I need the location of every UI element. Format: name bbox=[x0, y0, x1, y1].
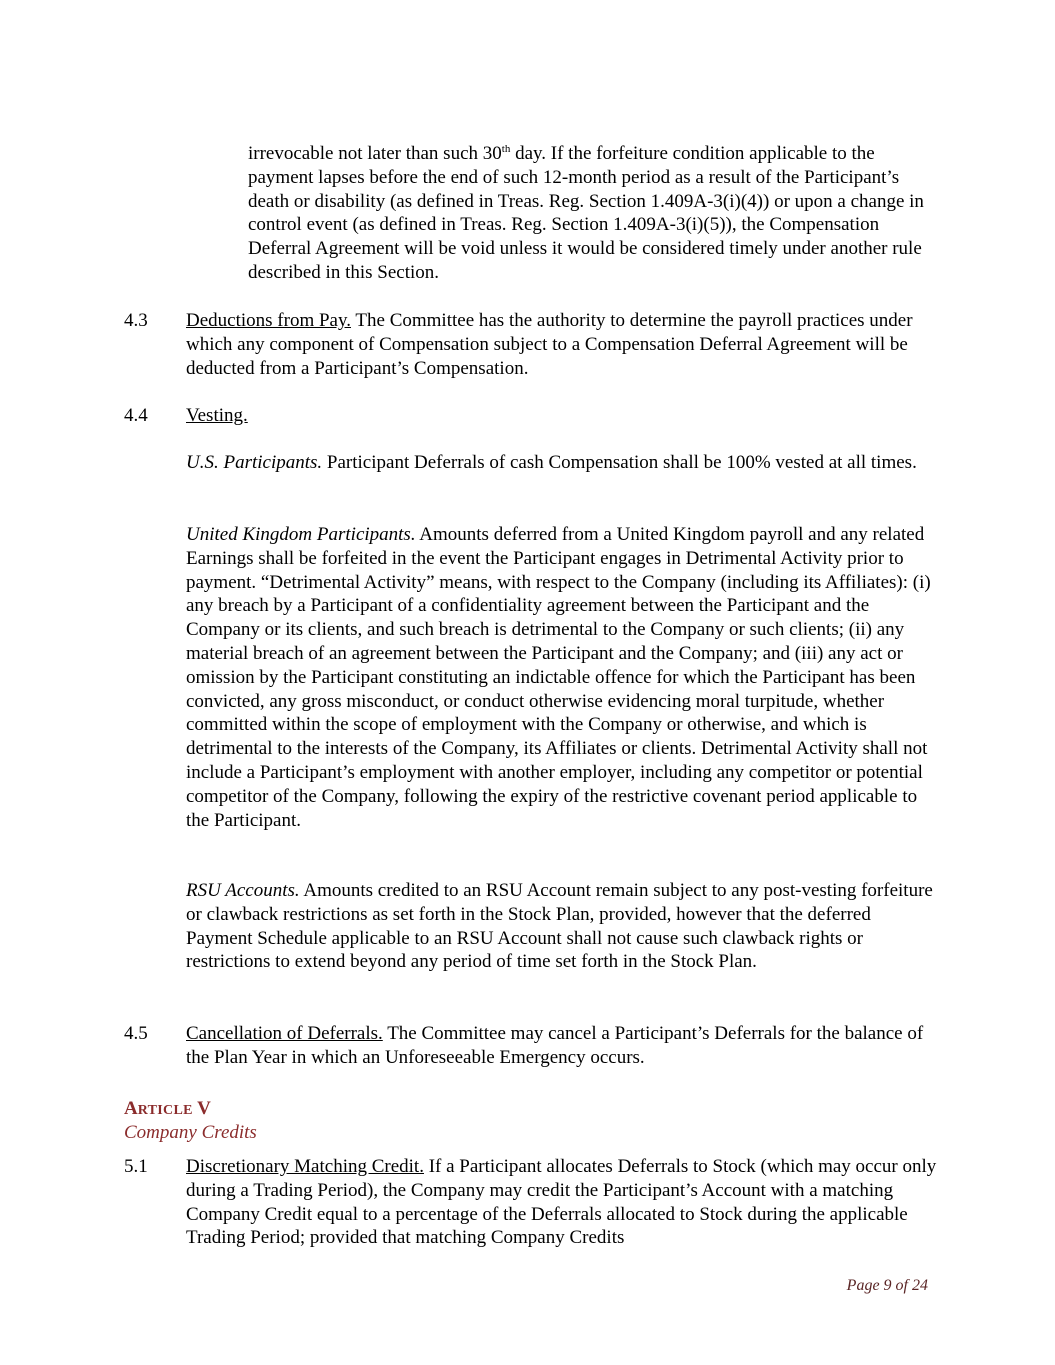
section-heading-5-1: Discretionary Matching Credit. bbox=[186, 1156, 424, 1177]
us-participants-paragraph bbox=[186, 451, 938, 475]
section-heading-4-3: Deductions from Pay. bbox=[186, 310, 351, 331]
section-text-5-1: If a Participant allocates Deferrals to Stock (which may occur only during a Trading Period), the Company may credit the Participant’s Account with a matching Company Credit equal to a percentage of the Deferrals allocated to Stock during the applicable Trading Period; provided that matching Company Credits bbox=[186, 1156, 937, 1249]
article-first-letter: A bbox=[124, 1098, 138, 1119]
section-text-4-3: The Committee has the authority to determine the payroll practices under which any component of Compensation subject to a Compensation Deferral Agreement will be deducted from a Participant’s Compensation. bbox=[186, 310, 913, 379]
continuation-text-part1: irrevocable not later than such 30 bbox=[248, 143, 502, 164]
us-participants-text: Participant Deferrals of cash Compensation shall be 100% vested at all times. bbox=[322, 452, 917, 473]
rsu-accounts-paragraph bbox=[186, 879, 938, 974]
continuation-text-part2: day. If the forfeiture condition applicable to the payment lapses before the end of such 12-month period as a result of the Participant’s death or disability (as defined in Treas. Reg. Section 1.409A-3(i)(4)) or upon a change in control event (as defined in Treas. Reg. Section 1.409A-3(i)(5)), the Compensation Deferral Agreement will be void unless it would be considered timely under another rule described in this Section. bbox=[248, 143, 924, 283]
section-heading-4-4: Vesting. bbox=[186, 405, 248, 426]
section-number-5-1: 5.1 bbox=[124, 1156, 148, 1177]
section-4-4-heading-line bbox=[186, 404, 938, 428]
section-number-4-5: 4.5 bbox=[124, 1023, 148, 1044]
uk-participants-text: Amounts deferred from a United Kingdom payroll and any related Earnings shall be forfeited in the event the Participant engages in Detrimental Activity prior to payment. “Detrimental Activity” means, with respect to the Company (including its Affiliates): (i) any breach by a Participant of a confidentiality agreement between the Participant and the Company or its clients, and such breach is detrimental to the Company or such clients; (ii) any material breach of an agreement between the Participant and the Company; and (iii) any act or omission by the Participant constituting an indictable offence for which the Participant has been convicted, any gross misconduct, or conduct otherwise evidencing moral turpitude, whether committed within the scope of employment with the Company or otherwise, and which is detrimental to the interests of the Company, its Affiliates or clients. Detrimental Activity shall not include a Participant’s employment with another employer, including any competitor or potential competitor of the Company, following the expiry of the restrictive covenant period applicable to the Participant. bbox=[186, 524, 931, 831]
us-participants-label: U.S. Participants. bbox=[186, 452, 323, 473]
uk-participants-label: United Kingdom Participants. bbox=[186, 524, 416, 545]
ordinal-superscript: th bbox=[501, 143, 511, 155]
continuation-paragraph bbox=[248, 142, 938, 285]
section-4-5-paragraph bbox=[186, 1022, 938, 1070]
rsu-accounts-label: RSU Accounts. bbox=[186, 880, 300, 901]
page-number-footer: Page 9 of 24 bbox=[846, 1277, 928, 1294]
article-numeral: V bbox=[192, 1098, 211, 1119]
section-4-3-paragraph bbox=[186, 309, 938, 380]
article-heading bbox=[124, 1097, 211, 1122]
section-text-4-5: The Committee may cancel a Participant’s Deferrals for the balance of the Plan Year in which an Unforeseeable Emergency occurs. bbox=[186, 1023, 924, 1068]
article-subtitle: Company Credits bbox=[124, 1122, 257, 1143]
section-number-4-3: 4.3 bbox=[124, 310, 148, 331]
rsu-accounts-text: Amounts credited to an RSU Account remain subject to any post-vesting forfeiture or clawback restrictions as set forth in the Stock Plan, provided, however that the deferred Payment Schedule applicable to an RSU Account shall not cause such clawback rights or restrictions to extend beyond any period of time set forth in the Stock Plan. bbox=[186, 880, 933, 973]
section-heading-4-5: Cancellation of Deferrals. bbox=[186, 1023, 383, 1044]
uk-participants-paragraph bbox=[186, 523, 938, 832]
section-5-1-paragraph bbox=[186, 1155, 938, 1250]
article-word-rest: RTICLE bbox=[137, 1103, 193, 1118]
section-number-4-4: 4.4 bbox=[124, 405, 148, 426]
